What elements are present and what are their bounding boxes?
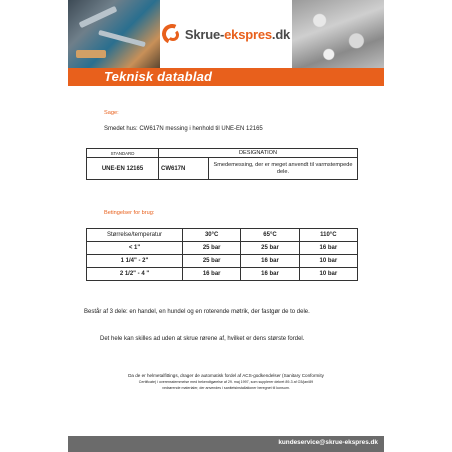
header-photo-tools [68, 0, 160, 68]
standard-value: UNE-EN 12165 [87, 158, 159, 180]
sage-text: Smedet hus: CW617N messing i henhold til UNE-EN 12165 [104, 126, 263, 132]
code-value: CW617N [159, 158, 209, 180]
col-standard: STANDARD [87, 149, 159, 158]
table-cell: 1 1/4" - 2" [87, 255, 183, 268]
col-designation: DESIGNATION [159, 149, 358, 158]
page-header [68, 0, 384, 68]
paragraph-advantage: Det hele kan skilles ad uden at skrue rørene af, hvilket er dens største fordel. [100, 336, 305, 342]
note-line-2: Certificate) i overensstemmelse med bekendtgørelse af 29. maj 1997, som supplerer dekret 89-3 af O3/jan/89 [138, 380, 314, 384]
table-row [87, 229, 358, 242]
header-size: Størrelse/temperatur [87, 229, 183, 242]
conditions-table [86, 228, 358, 281]
note-line-3: vedrørende materialer, der anvendes i sanitetsinstallationer beregnet til konsum. [162, 386, 290, 390]
table-cell: 25 bar [183, 255, 241, 268]
table-row [87, 255, 358, 268]
table-cell: 10 bar [299, 255, 357, 268]
table-cell: 25 bar [183, 242, 241, 255]
footer-email[interactable]: kundeservice@skrue-ekspres.dk [278, 439, 378, 446]
page-footer [68, 436, 384, 452]
header-photo-screws [292, 0, 384, 68]
table-cell: 16 bar [299, 242, 357, 255]
table-row [87, 268, 358, 281]
table-cell: 16 bar [241, 268, 299, 281]
table-cell: 16 bar [183, 268, 241, 281]
table-cell: < 1" [87, 242, 183, 255]
paragraph-parts: Består af 3 dele: en handel, en hundel og en roterende møtrik, der fastgør de to dele. [84, 309, 310, 315]
table-cell: 2 1/2" - 4 " [87, 268, 183, 281]
logo-text: Skrue-ekspres.dk [184, 26, 291, 42]
logo-icon [162, 24, 182, 44]
designation-table [86, 148, 358, 180]
header-temp-30: 30°C [183, 229, 241, 242]
description-value: Smedemessing, der er meget anvendt til varmstempede dele. [209, 158, 358, 180]
sage-label: Sage: [104, 110, 119, 116]
brand-logo [160, 0, 292, 68]
header-temp-65: 65°C [241, 229, 299, 242]
page-title: Teknisk datablad [104, 69, 213, 84]
table-cell: 25 bar [241, 242, 299, 255]
table-cell: 16 bar [241, 255, 299, 268]
note-line-1: Da de er helmetalfittings, drager de automatisk fordel af ACS-godkendelser (Sanitary Conformity [128, 373, 324, 378]
table-row [87, 242, 358, 255]
conditions-label: Betingelser for brug: [104, 210, 155, 216]
table-cell: 10 bar [299, 268, 357, 281]
header-temp-110: 110°C [299, 229, 357, 242]
